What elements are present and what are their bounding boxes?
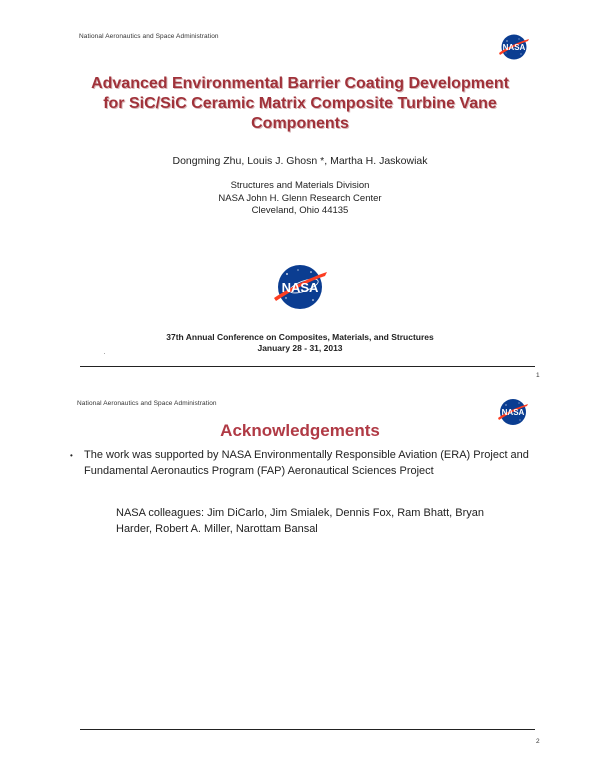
nasa-meatball-large-icon	[271, 262, 329, 312]
title-line-2: for SiC/SiC Ceramic Matrix Composite Turbine Vane	[103, 95, 497, 112]
footer-rule	[80, 729, 535, 730]
page-title	[60, 74, 540, 134]
center-nasa-logo	[271, 262, 329, 317]
page-title: Acknowledgements	[220, 421, 380, 440]
colleagues-text: NASA colleagues: Jim DiCarlo, Jim Smialek, Dennis Fox, Ram Bhatt, Bryan Harder, Robert A. Miller, Narottam Bansal	[116, 507, 485, 535]
nasa-logo-text: NASA	[502, 43, 526, 52]
nasa-meatball-icon	[497, 33, 531, 61]
conference-name: 37th Annual Conference on Composites, Materials, and Structures	[166, 332, 434, 342]
nasa-logo-text: NASA	[501, 408, 525, 417]
nasa-logo	[497, 33, 531, 66]
slide-2	[0, 385, 600, 776]
conference-dates: January 28 - 31, 2013	[257, 343, 343, 353]
list-item	[70, 448, 544, 479]
authors: Dongming Zhu, Louis J. Ghosn *, Martha H. Jaskowiak	[172, 155, 428, 167]
affiliation-line-1: Structures and Materials Division	[230, 180, 370, 191]
bullet-text: The work was supported by NASA Environmentally Responsible Aviation (ERA) Project and Fundamental Aeronautics Program (FAP) Aeronautical Sciences Project	[84, 449, 529, 477]
slide-1	[0, 0, 600, 385]
center-nasa-logo-text: NASA	[281, 280, 319, 295]
conference-info	[0, 332, 600, 354]
page-number: 2	[536, 738, 540, 745]
agency-header: National Aeronautics and Space Administration	[79, 33, 219, 40]
affiliation	[0, 180, 600, 218]
title-line-1: Advanced Environmental Barrier Coating Development	[91, 75, 509, 92]
affiliation-line-3: Cleveland, Ohio 44135	[251, 205, 349, 216]
scan-speck	[104, 353, 105, 354]
bullet-icon: •	[70, 451, 73, 460]
footer-rule	[80, 366, 535, 367]
agency-header: National Aeronautics and Space Administration	[77, 400, 217, 407]
title-line-3: Components	[251, 115, 349, 132]
affiliation-line-2: NASA John H. Glenn Research Center	[218, 192, 382, 204]
page-number: 1	[536, 372, 540, 379]
